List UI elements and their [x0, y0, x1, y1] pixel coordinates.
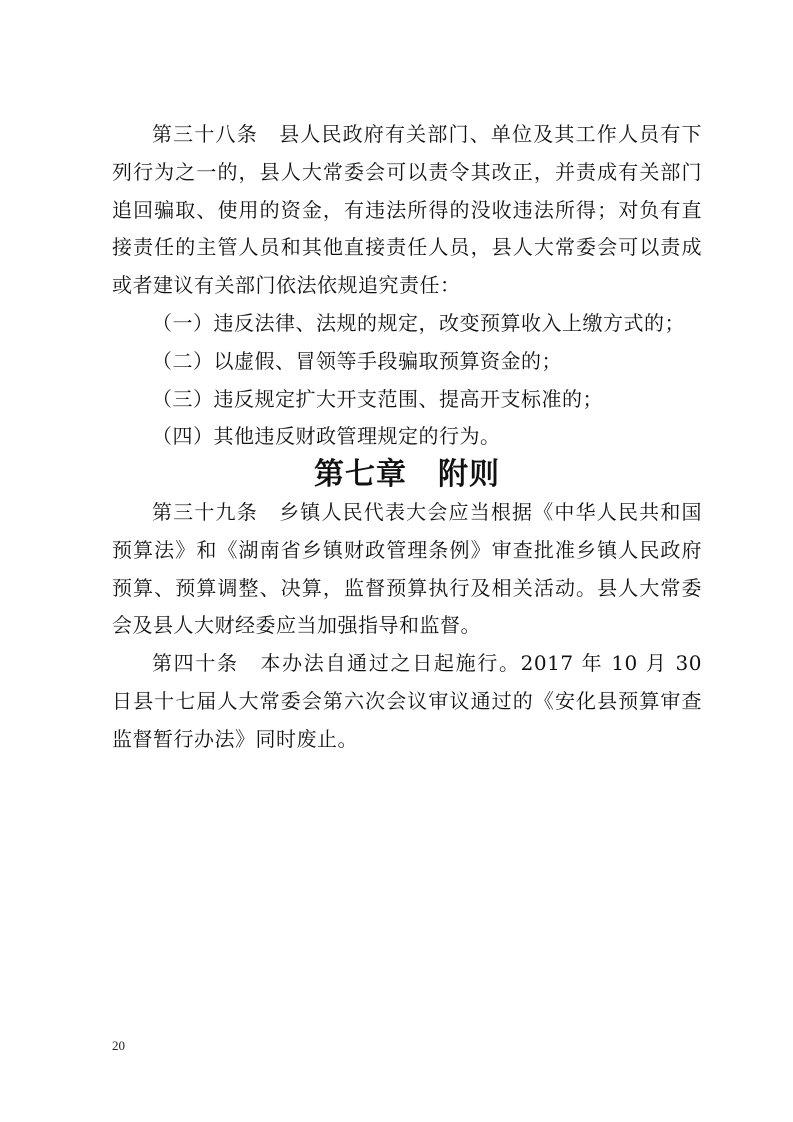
article-38-item-4: （四）其他违反财政管理规定的行为。: [152, 424, 501, 449]
body-text: [112, 116, 702, 759]
article-38-item-2: （二）以虚假、冒领等手段骗取预算资金的；: [152, 348, 562, 373]
article-38-item-1: （一）违反法律、法规的规定，改变预算收入上缴方式的；: [152, 310, 685, 335]
chapter-7-title: 第七章 附则: [314, 457, 500, 493]
article-38-paragraph: 第三十八条 县人民政府有关部门、单位及其工作人员有下列行为之一的，县人大常委会可以责令其改正，并责成有关部门追回骗取、使用的资金，有违法所得的没收违法所得；对负有直接责任的主管人员和其他直接责任人员，县人大常委会可以责成或者建议有关部门依法依规追究责任：: [112, 122, 702, 298]
page-number: 20: [112, 1038, 125, 1053]
article-39-paragraph: 第三十九条 乡镇人民代表大会应当根据《中华人民共和国预算法》和《湖南省乡镇财政管理条例》审查批准乡镇人民政府预算、预算调整、决算，监督预算执行及相关活动。县人大常委会及县人大财经委应当加强指导和监督。: [112, 499, 702, 638]
article-40-paragraph: 第四十条 本办法自通过之日起施行。2017 年 10 月 30 日县十七届人大常委会第六次会议审议通过的《安化县预算审查监督暂行办法》同时废止。: [112, 651, 702, 751]
article-38-item-3: （三）违反规定扩大开支范围、提高开支标准的；: [152, 386, 603, 411]
